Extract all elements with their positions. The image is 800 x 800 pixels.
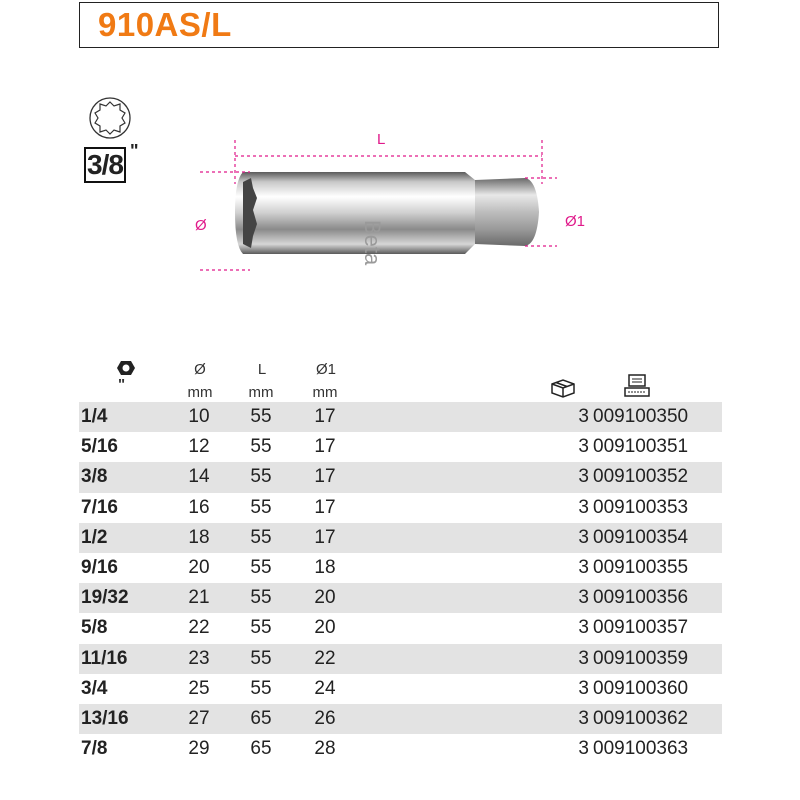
pack-qty-cell: 3	[578, 526, 589, 548]
table-row	[79, 734, 722, 764]
length-cell: 55	[250, 647, 272, 669]
pack-qty-cell: 3	[578, 677, 589, 699]
drive-size	[84, 141, 138, 183]
nut-icon	[116, 360, 136, 376]
dim-L: L	[377, 131, 386, 148]
dim-d: Ø	[195, 217, 207, 234]
size-cell: 5/16	[81, 436, 118, 458]
diameter1-cell: 17	[314, 406, 336, 427]
pack-qty-cell: 3	[578, 556, 589, 578]
diameter1-cell: 17	[314, 466, 336, 488]
size-cell: 3/4	[81, 677, 108, 699]
size-cell: 7/16	[81, 496, 118, 518]
pack-qty-cell: 3	[578, 466, 589, 488]
size-cell: 9/16	[81, 556, 118, 578]
table-row	[79, 402, 722, 432]
diameter1-cell: 20	[314, 617, 336, 639]
size-cell: 5/8	[81, 617, 108, 639]
size-cell: 1/4	[81, 406, 108, 427]
size-cell: 7/8	[81, 738, 108, 760]
diameter-cell: 22	[188, 617, 210, 639]
pack-qty-cell: 3	[578, 738, 589, 760]
length-cell: 55	[250, 587, 272, 609]
diameter1-cell: 26	[314, 707, 336, 729]
table-row	[79, 553, 722, 583]
item-code-cell: 009100362	[593, 707, 689, 729]
package-icon	[550, 378, 576, 398]
length-cell: 55	[250, 526, 272, 548]
diameter-cell: 21	[188, 587, 210, 609]
item-code-cell: 009100356	[593, 587, 689, 609]
L-unit-header: mm	[248, 384, 274, 401]
product-table	[79, 402, 722, 764]
item-code-cell: 009100355	[593, 556, 689, 578]
inch-mark: "	[130, 141, 138, 161]
length-cell: 55	[250, 677, 272, 699]
table-row	[79, 432, 722, 462]
diameter1-cell: 17	[314, 436, 336, 458]
diameter-cell: 27	[188, 707, 210, 729]
pack-qty-cell: 3	[578, 406, 589, 427]
length-cell: 55	[250, 466, 272, 488]
table-row	[79, 523, 722, 553]
brand-engraving: Beta	[360, 220, 385, 266]
size-cell: 13/16	[81, 707, 129, 729]
dim-d1: Ø1	[565, 213, 586, 230]
table-row	[79, 704, 722, 734]
pack-qty-cell: 3	[578, 587, 589, 609]
size-cell: 11/16	[81, 647, 128, 669]
item-code-cell: 009100359	[593, 647, 689, 669]
length-cell: 55	[250, 556, 272, 578]
length-cell: 65	[250, 707, 272, 729]
diameter1-cell: 28	[314, 738, 336, 760]
pack-qty-cell: 3	[578, 496, 589, 518]
length-cell: 55	[250, 436, 272, 458]
diameter-cell: 14	[188, 466, 210, 488]
d1-header: Ø1	[315, 361, 336, 378]
item-code-cell: 009100357	[593, 617, 689, 639]
item-code-cell: 009100354	[593, 526, 689, 548]
size-cell: 3/8	[81, 466, 108, 488]
item-code-cell: 009100353	[593, 496, 689, 518]
item-code-cell: 009100350	[593, 406, 689, 427]
pack-qty-cell: 3	[578, 707, 589, 729]
diameter-cell: 18	[188, 526, 210, 548]
d-unit-header: mm	[187, 384, 213, 401]
diameter-cell: 10	[188, 406, 210, 427]
12-point-socket-icon	[88, 96, 132, 140]
pack-qty-cell: 3	[578, 617, 589, 639]
d-header: Ø	[194, 361, 206, 378]
size-cell: 19/32	[81, 587, 129, 609]
diameter-cell: 12	[188, 436, 210, 458]
length-cell: 55	[250, 496, 272, 518]
size-cell: 1/2	[81, 526, 108, 548]
table-row	[79, 613, 722, 643]
diameter-cell: 20	[188, 556, 210, 578]
diameter-cell: 29	[188, 738, 210, 760]
diameter1-cell: 20	[314, 587, 336, 609]
item-code-cell: 009100351	[593, 436, 689, 458]
computer-code-icon	[624, 374, 650, 398]
item-code-cell: 009100363	[593, 738, 689, 760]
diameter1-cell: 17	[314, 526, 336, 548]
pack-qty-cell: 3	[578, 647, 589, 669]
diameter1-cell: 18	[314, 556, 336, 578]
table-row	[79, 644, 722, 674]
table-row	[79, 674, 722, 704]
table-row	[79, 493, 722, 523]
length-cell: 55	[250, 406, 272, 427]
d1-unit-header: mm	[312, 384, 338, 401]
diameter1-cell: 17	[314, 496, 336, 518]
socket-diagram	[195, 120, 595, 290]
item-code-cell: 009100360	[593, 677, 689, 699]
L-header: L	[257, 361, 267, 378]
product-title: 910AS/L	[98, 6, 232, 43]
diameter-cell: 23	[188, 647, 210, 669]
length-cell: 55	[250, 617, 272, 639]
title-box	[79, 2, 719, 48]
table-row	[79, 583, 722, 613]
size-unit-header: "	[118, 376, 126, 393]
pack-qty-cell: 3	[578, 436, 589, 458]
diameter-cell: 25	[188, 677, 210, 699]
diameter1-cell: 22	[314, 647, 336, 669]
item-code-cell: 009100352	[593, 466, 689, 488]
length-cell: 65	[250, 738, 272, 760]
diameter-cell: 16	[188, 496, 210, 518]
diameter1-cell: 24	[314, 677, 336, 699]
table-row	[79, 462, 722, 492]
square-drive-icon: 3/8	[84, 147, 126, 183]
